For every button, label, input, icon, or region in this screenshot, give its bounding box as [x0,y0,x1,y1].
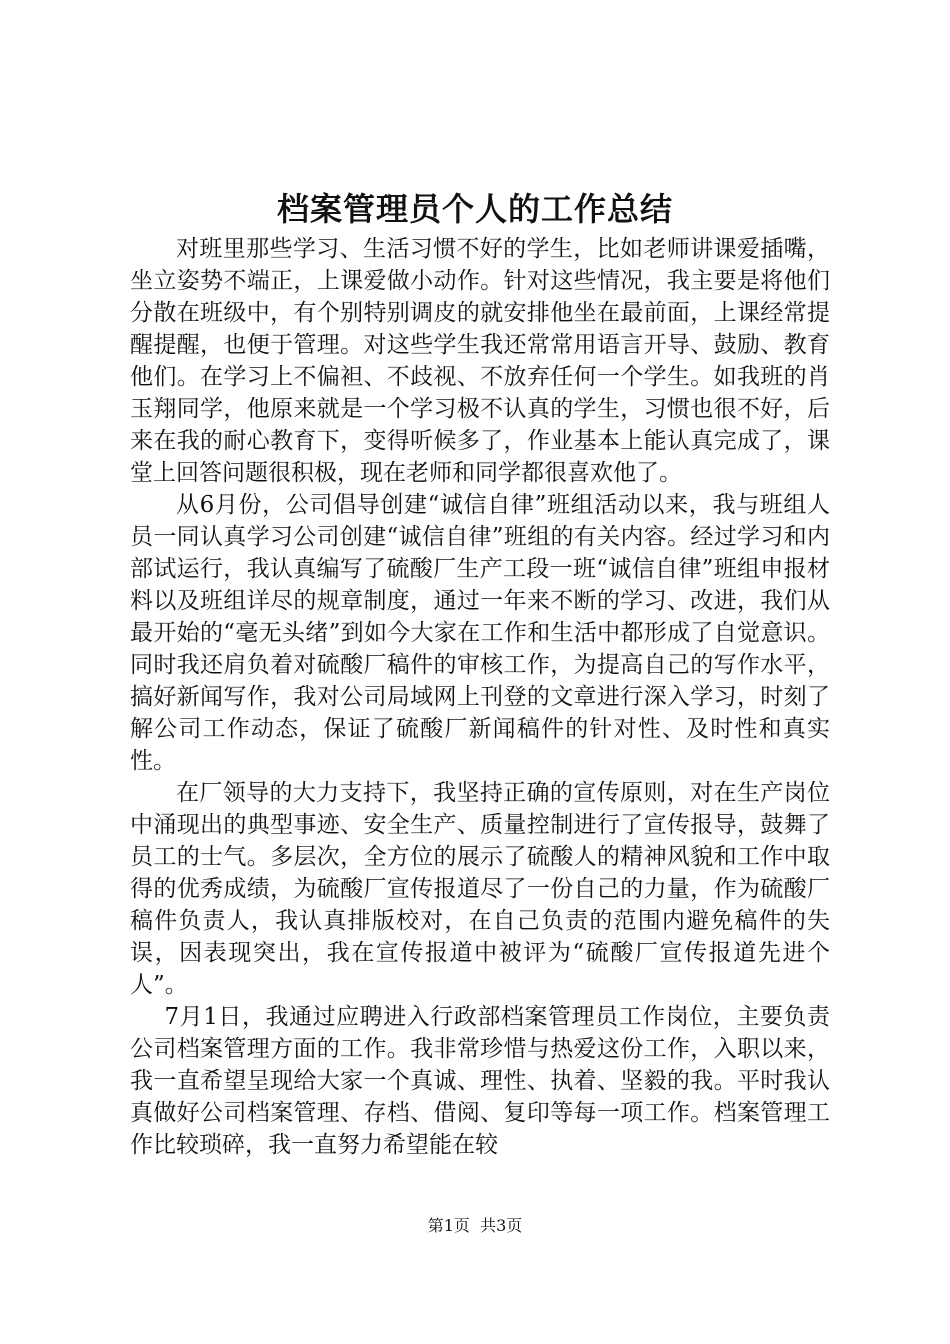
paragraph: 7月1日，我通过应聘进入行政部档案管理员工作岗位，主要负责公司档案管理方面的工作。我非常珍惜与热爱这份工作，入职以来，我一直希望呈现给大家一个真诚、理性、执着、坚毅的我。平时我认真做好公司档案管理、存档、借阅、复印等每一项工作。档案管理工作比较琐碎，我一直努力希望能在较 [130,1004,830,1158]
document-title: 档案管理员个人的工作总结 [276,190,673,228]
paragraph: 从6月份，公司倡导创建“诚信自律”班组活动以来，我与班组人员一同认真学习公司创建“诚信自律”班组的有关内容。经过学习和内部试运行，我认真编写了硫酸厂生产工段一班“诚信自律”班组申报材料以及班组详尽的规章制度，通过一年来不断的学习、改进，我们从最开始的“毫无头绪”到如今大家在工作和生活中都形成了自觉意识。同时我还肩负着对硫酸厂稿件的审核工作，为提高自己的写作水平，搞好新闻写作，我对公司局域网上刊登的文章进行深入学习，时刻了解公司工作动态，保证了硫酸厂新闻稿件的针对性、及时性和真实性。 [130,492,830,774]
paragraph: 在厂领导的大力支持下，我坚持正确的宣传原则，对在生产岗位中涌现出的典型事迹、安全生产、质量控制进行了宣传报导，鼓舞了员工的士气。多层次，全方位的展示了硫酸人的精神风貌和工作中取得的优秀成绩，为硫酸厂宣传报道尽了一份自己的力量，作为硫酸厂稿件负责人，我认真排版校对，在自己负责的范围内避免稿件的失误，因表现突出，我在宣传报道中被评为“硫酸厂宣传报道先进个人”。 [130,780,830,998]
paragraph: 对班里那些学习、生活习惯不好的学生，比如老师讲课爱插嘴，坐立姿势不端正，上课爱做小动作。针对这些情况，我主要是将他们分散在班级中，有个别特别调皮的就安排他坐在最前面，上课经常提醒提醒，也便于管理。对这些学生我还常常用语言开导、鼓励、教育他们。在学习上不偏袒、不歧视、不放弃任何一个学生。如我班的肖玉翔同学，他原来就是一个学习极不认真的学生，习惯也很不好，后来在我的耐心教育下，变得听候多了，作业基本上能认真完成了，课堂上回答问题很积极，现在老师和同学都很喜欢他了。 [130,236,830,486]
document-body [130,233,830,1161]
page-number-footer: 第1页 共3页 [427,1216,523,1235]
